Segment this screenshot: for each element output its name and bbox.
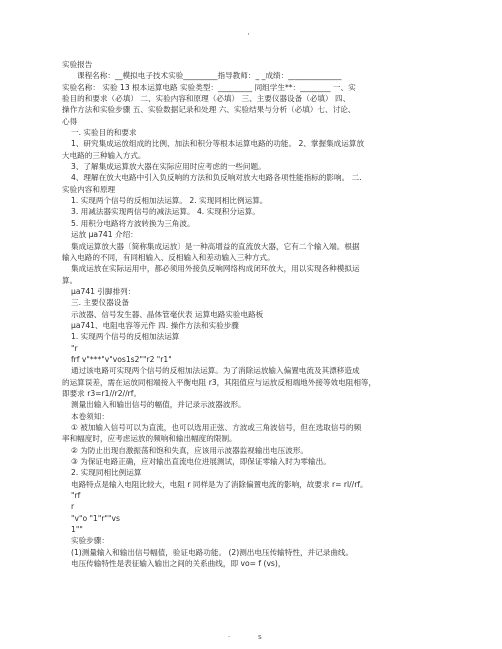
sections-line-3: 心得 bbox=[62, 116, 78, 126]
formula-2-line-1: "rf bbox=[71, 491, 81, 501]
formula-2-line-2: r bbox=[71, 502, 75, 512]
course-info-line: 课程名称：__模拟电子技术实验_________指导教师：_ _成绩：______________ bbox=[77, 71, 342, 81]
report-body bbox=[62, 59, 446, 569]
pinout-label: μa741 引脚排列： bbox=[71, 286, 136, 296]
experiment-info-line: 实验名称： 实验 13 根本运算电路 实验类型：_________ 同组学生**：________ 一、实 bbox=[62, 82, 356, 92]
notes-title: 本卷须知： bbox=[71, 411, 109, 421]
heading-principle: 实验内容和原理 bbox=[62, 184, 116, 194]
step-2-title: 2. 实现同相比例运算 bbox=[71, 468, 142, 478]
note-2: ② 为防止出现自激振荡和饱和失真，应该用示波器监视输出电压波形。 bbox=[71, 445, 309, 455]
note-1: ① 被加输入信号可以为直流，也可以选用正弦、方波或三角波信号，但在选取信号的频 bbox=[71, 423, 362, 432]
objective-1-2: 1、研究集成运放组成的比例、加法和积分等根本运算电路的功能。 2、掌握集成运算放 bbox=[71, 139, 365, 149]
step-1-title: 1. 实现两个信号的反相加法运算 bbox=[71, 332, 180, 342]
objective-2-cont: 大电路的三种输入方式。 bbox=[62, 150, 146, 160]
opamp-intro-p1: 集成运算放大器〔简称集成运放〕是一种高增益的直流放大器，它有二个输入端。根据 bbox=[71, 241, 360, 251]
formula-2-line-3: "v"o "1"r""vs bbox=[71, 513, 120, 523]
content-item-3-4: 3. 用减法器实现两信号的减法运算。 4. 实现积分运算。 bbox=[71, 207, 260, 217]
formula-2-line-4: 1"" bbox=[71, 525, 83, 535]
equipment-list-2: μa741、电阻电容等元件 四. 操作方法和实验步骤 bbox=[71, 320, 239, 330]
steps-heading: 实验步骤： bbox=[71, 536, 109, 546]
steps-list: (1)测量输入和输出信号幅值，验证电路功能。 (2)测出电压传输特性，并记录曲线。 bbox=[71, 547, 354, 557]
equipment-list: 示波器、信号发生器、晶体管毫伏表 运算电路实验电路板 bbox=[71, 309, 264, 319]
transfer-characteristic: 电压传输特性是表征输入输出之间的关系曲线，即 vo= f (vs)， bbox=[71, 559, 286, 569]
heading-objectives: 一. 实验目的和要求 bbox=[71, 128, 137, 138]
sections-line-1: 验目的和要求（必填） 二、实验内容和原理（必填） 三、主要仪器设备（必填） 四、 bbox=[62, 94, 351, 104]
step-1-desc-cont: 的运算误差，需在运放同相端接入平衡电阻 r3，其阻值应与运放反相端地外接等效电阻相等， bbox=[62, 377, 377, 387]
formula-1-line-2: frf v"***"v"vos1s2""r2 "r1" bbox=[71, 354, 172, 364]
content-item-5: 5. 用积分电路将方波转换为三角波。 bbox=[71, 218, 195, 228]
opamp-intro-p2-cont: 算。 bbox=[62, 275, 78, 285]
note-1-cont: 率和幅度时，应考虑运放的频响和输出幅度的限制。 bbox=[62, 434, 237, 444]
header-mark: · bbox=[247, 30, 250, 40]
footer-right-mark: s bbox=[258, 633, 262, 641]
formula-1-line-1: "r bbox=[71, 343, 78, 353]
report-title: 实验报告 bbox=[62, 60, 93, 69]
objective-4: 4、理解在放大电路中引入负反响的方法和负反响对放大电路各项性能指标的影响。 二. bbox=[71, 173, 362, 183]
opamp-intro-title: 运放 μa741 介绍： bbox=[71, 230, 138, 240]
step-2-desc: 电路特点是输入电阻比较大，电阻 r 同样是为了消除偏置电流的影响，故要求 r= rl//rf。 bbox=[71, 479, 368, 489]
note-3: ③ 为保证电路正确，应对输出直流电位进展测试，即保证零输入时为零输出。 bbox=[71, 457, 331, 467]
opamp-intro-p2: 集成运放在实际运用中，都必须用外接负反响网络构成闭环放大，用以实现各种模拟运 bbox=[71, 264, 360, 274]
footer-left-mark: · bbox=[228, 633, 231, 641]
step-1-desc-cont-2: 即要求 r3=r1//r2//rf。 bbox=[62, 388, 142, 398]
step-1-desc: 通过该电路可实现两个信号的反相加法运算。为了消除运放输入偏置电流及其漂移造成 bbox=[71, 366, 360, 376]
opamp-intro-p1-cont: 输入电路的不同，有同相输入、反相输入和差动输入三种方式。 bbox=[62, 252, 275, 262]
sections-line-2: 操作方法和实验步骤 五、实验数据记录和处理 六、实验结果与分析（必填）七、讨论、 bbox=[62, 105, 356, 115]
step-1-measure: 测量出输入和输出信号的幅值，并记录示波器波形。 bbox=[71, 400, 246, 410]
heading-equipment: 三. 主要仪器设备 bbox=[71, 298, 129, 308]
objective-3: 3、了解集成运算放大器在实际应用时应考虑的一些问题。 bbox=[71, 162, 266, 172]
content-item-1-2: 1. 实现两个信号的反相加法运算。 2. 实现同相比例运算。 bbox=[71, 196, 268, 206]
